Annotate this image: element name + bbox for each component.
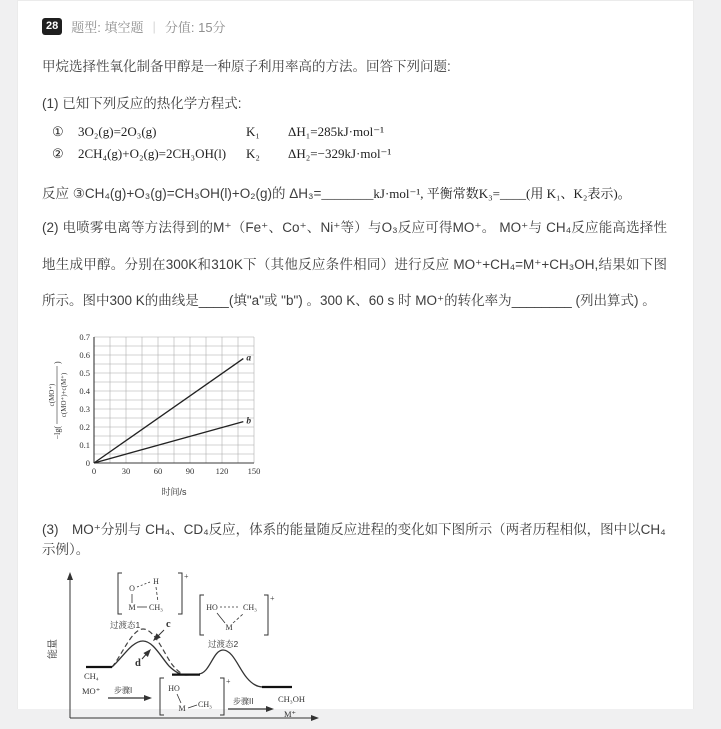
equation-2-formula: 2CH₄(g)+O₂(g)=2CH₃OH(l) — [78, 146, 227, 161]
question-score-label: 分值: 15分 — [164, 20, 226, 35]
answer-blank-dh3: ________ — [321, 186, 374, 201]
equation-1-dh: ΔH₁=285kJ·mol⁻¹ — [288, 124, 384, 139]
svg-text:+: + — [226, 677, 231, 687]
question-header — [42, 17, 667, 36]
svg-text:−lg(: −lg( — [53, 426, 62, 440]
equation-2-dh: ΔH₂=−329kJ·mol⁻¹ — [288, 146, 392, 161]
svg-text:CH₃: CH₃ — [198, 700, 212, 710]
svg-text:0: 0 — [91, 466, 97, 477]
question-card — [17, 0, 694, 720]
equation-2-number: ② — [52, 146, 64, 161]
answer-blank-k3: ____ — [500, 186, 527, 201]
svg-text:a: a — [246, 353, 252, 364]
part2-seg1: (2) 电喷雾电离等方法得到的M⁺（Fe⁺、Co⁺、Ni⁺等）与O₃反应可得MO⁺。 MO⁺与 CH₄反应能高选择性地生成甲醇。分别在300K和310K下（其他反应条件相同）进行反应 MO⁺+CH₄=M⁺+CH₃OH,结果如下图所示。图中300 K的曲线是 — [42, 220, 667, 309]
svg-text:M: M — [178, 704, 186, 714]
svg-text:能量: 能量 — [48, 639, 59, 660]
svg-text:c(MO⁺)+c(M⁺): c(MO⁺)+c(M⁺) — [60, 372, 68, 418]
svg-text:0.2: 0.2 — [79, 422, 90, 433]
svg-text:M⁺: M⁺ — [284, 709, 297, 720]
equation-2-k: K₂ — [246, 146, 260, 161]
svg-text:): ) — [53, 361, 62, 365]
reaction3-suffix: (用 K₁、K₂表示)。 — [526, 186, 631, 201]
svg-text:120: 120 — [215, 466, 229, 477]
svg-text:30: 30 — [121, 466, 131, 477]
part1-heading: (1) 已知下列反应的热化学方程式: — [42, 96, 242, 111]
svg-text:0.3: 0.3 — [79, 404, 90, 415]
svg-text:0: 0 — [85, 458, 90, 469]
answer-blank-curve: ____ — [198, 293, 229, 309]
svg-text:+: + — [270, 594, 275, 604]
svg-text:步骤I: 步骤I — [114, 686, 133, 696]
question-number-badge: 28 — [42, 18, 62, 35]
equation-1-k: K₁ — [246, 124, 260, 139]
svg-text:M: M — [225, 623, 233, 633]
svg-text:CH₃OH: CH₃OH — [278, 694, 306, 705]
svg-text:O: O — [129, 584, 135, 594]
answer-blank-conversion: ________ — [511, 293, 572, 309]
svg-text:HO: HO — [168, 684, 180, 694]
svg-text:H: H — [153, 577, 159, 587]
svg-text:步骤II: 步骤II — [233, 697, 254, 707]
svg-text:过渡态1: 过渡态1 — [110, 620, 141, 631]
svg-text:0.4: 0.4 — [79, 386, 90, 397]
reaction3-mid: kJ·mol⁻¹, 平衡常数K₃= — [373, 186, 501, 201]
kinetics-line-chart — [44, 326, 667, 503]
part3-text: (3) MO⁺分别与 CH₄、CD₄反应，体系的能量随反应进程的变化如下图所示（两者历程相似，图中以CH₄示例）。 — [42, 522, 666, 558]
svg-text:CH₃: CH₃ — [243, 603, 257, 613]
svg-text:c: c — [166, 619, 171, 631]
svg-text:0.1: 0.1 — [79, 440, 90, 451]
svg-text:0.7: 0.7 — [79, 332, 90, 343]
equation-row-2 — [52, 143, 667, 165]
question-intro: 甲烷选择性氧化制备甲醇是一种原子利用率高的方法。回答下列问题: — [42, 59, 451, 74]
question-type-label: 题型: 填空题 — [71, 20, 144, 35]
part2-seg3: (列出算式) 。 — [571, 293, 656, 309]
svg-text:过渡态2: 过渡态2 — [208, 639, 239, 650]
svg-text:M: M — [128, 603, 136, 613]
svg-text:60: 60 — [153, 466, 163, 477]
svg-text:d: d — [135, 658, 141, 670]
svg-text:MO⁺: MO⁺ — [82, 686, 101, 697]
svg-text:CH₃: CH₃ — [149, 603, 163, 613]
energy-profile-diagram — [42, 567, 667, 729]
svg-text:0.5: 0.5 — [79, 368, 90, 379]
svg-text:c(MO⁺): c(MO⁺) — [48, 383, 56, 407]
equation-1-number: ① — [52, 124, 64, 139]
svg-text:HO: HO — [206, 603, 218, 613]
equation-1-formula: 3O₂(g)=2O₃(g) — [78, 124, 157, 139]
svg-text:0.6: 0.6 — [79, 350, 90, 361]
svg-text:时间/s: 时间/s — [161, 487, 187, 498]
equation-row-1 — [52, 121, 667, 143]
part2-seg2: (填"a"或 "b") 。300 K、60 s 时 MO⁺的转化率为 — [228, 293, 512, 309]
svg-text:150: 150 — [247, 466, 261, 477]
svg-text:b: b — [246, 416, 252, 427]
thermochemical-equations — [52, 121, 667, 165]
part1-question-line — [42, 182, 667, 202]
header-divider: | — [152, 19, 156, 34]
svg-text:90: 90 — [185, 466, 195, 477]
svg-text:+: + — [184, 572, 189, 582]
part2-text — [42, 210, 667, 320]
svg-text:CH₄: CH₄ — [84, 671, 99, 682]
reaction3-prefix: 反应 ③CH₄(g)+O₃(g)=CH₃OH(l)+O₂(g)的 ΔH₃= — [42, 186, 322, 201]
